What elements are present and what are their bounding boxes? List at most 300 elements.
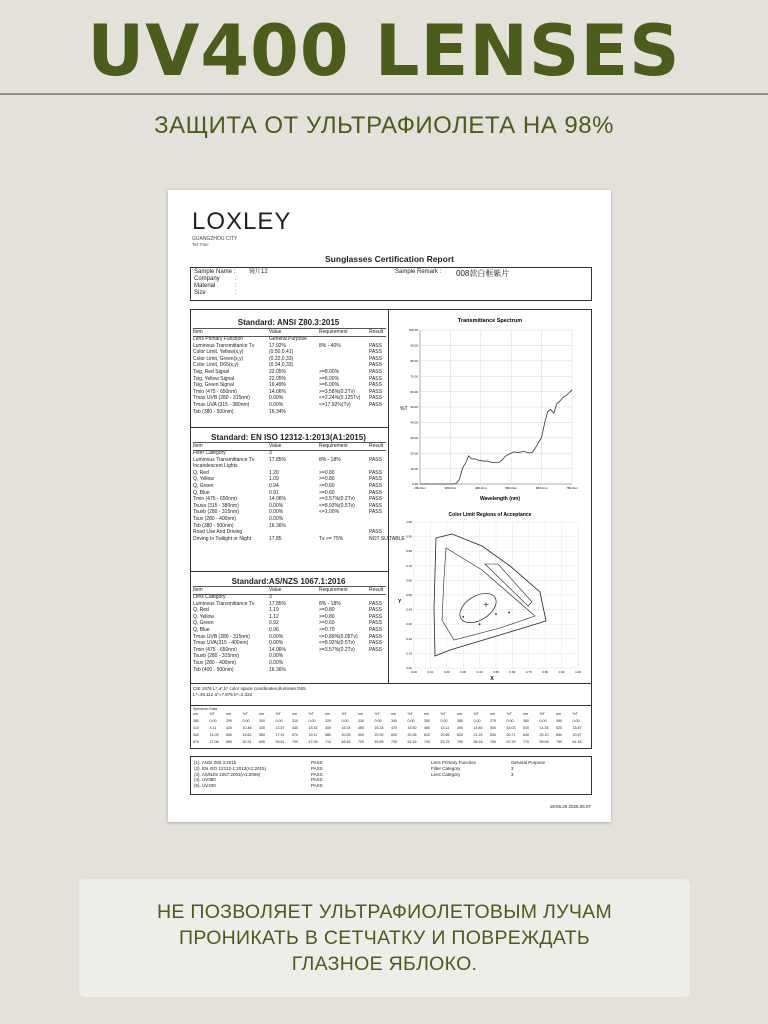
table-cell: 8% - 18% — [319, 456, 341, 463]
spectrum-cell: 0.00 — [308, 719, 316, 723]
spectrum-cell: 500 — [490, 726, 496, 730]
iso-title: Standard: EN ISO 12312-1:2013(A1:2015) — [211, 433, 366, 442]
spectrum-cell: 56.18 — [473, 740, 483, 744]
spectrum-cell: 750 — [457, 740, 463, 744]
title-divider — [0, 93, 768, 95]
summary-cell: Lens Category — [431, 771, 461, 777]
y-tick-label: 0.50 — [406, 593, 412, 597]
table-cell: >=0.60 — [319, 489, 335, 496]
table-cell: Tmax UVB (280 - 315nm) — [193, 633, 250, 640]
y-tick-label: 90.00 — [410, 343, 418, 348]
spectrum-cell: 45.89 — [374, 740, 384, 744]
chromaticity-chart-title: Color Limit Regions of Acceptance — [448, 512, 532, 518]
spectrum-cell: 610 — [424, 733, 430, 737]
table-cell: Luminous Transmittance Tv — [193, 600, 255, 607]
table-row — [193, 640, 386, 647]
y-tick-label: 20.00 — [410, 451, 418, 456]
summary-cell: PASS — [311, 771, 323, 777]
spectrum-cell: %T — [242, 712, 248, 716]
table-cell: <=1.00% — [319, 509, 340, 516]
spectrum-cell: 420 — [226, 726, 232, 730]
table-cell: Tmin (475 - 650nm) — [193, 496, 237, 503]
spectrum-cell: 0.00 — [440, 719, 448, 723]
spectrum-cell: 740 — [424, 740, 430, 744]
table-row — [193, 356, 386, 363]
table-cell: Q, Blue — [193, 627, 210, 633]
table-row — [193, 620, 386, 627]
table-row — [193, 496, 386, 503]
spectrum-cell: 30.31 — [242, 740, 252, 744]
table-cell: 0.00% — [269, 395, 284, 402]
spectrum-cell: 0.00 — [572, 719, 580, 723]
x-tick-label: 0.10 — [427, 670, 434, 674]
sample-info-box: Sample Name : 镜片12 Company : Material : Size : Sample Remark : 008款白框紫片 — [190, 267, 592, 301]
table-row — [193, 362, 386, 369]
spectrum-cell: 770 — [523, 740, 529, 744]
table-row — [193, 535, 405, 543]
spectrum-cell: 470 — [391, 726, 397, 730]
spectrum-cell: 290 — [226, 719, 232, 723]
table-cell: 1.20 — [269, 469, 279, 476]
table-cell: 0.91 — [269, 489, 279, 496]
table-cell: Tsig, Yellow Signal — [193, 375, 235, 382]
spectrum-cell: 680 — [226, 740, 232, 744]
spectrum-cell: 0.00 — [209, 719, 217, 723]
spectrum-cell: nm — [358, 712, 363, 716]
x-tick-label: 0.20 — [443, 670, 450, 674]
table-cell: PASS — [369, 529, 382, 536]
spectrum-cell: 310 — [292, 719, 298, 723]
table-cell: Tmin (475 - 650nm) — [193, 388, 237, 395]
summary-cell: PASS — [311, 765, 323, 771]
spectrum-cell: 20.57 — [572, 733, 582, 737]
spectrum-cell: %T — [407, 712, 413, 716]
table-cell: PASS — [369, 369, 382, 375]
spectrum-cell: 570 — [292, 733, 298, 737]
sample-name-value: 镜片12 — [249, 269, 268, 275]
spectrum-cell: 670 — [193, 740, 199, 744]
table-cell: NOT SUITABLE — [369, 535, 405, 542]
transmittance-series-line — [420, 390, 572, 484]
table-cell: 3 — [269, 594, 272, 600]
spectrum-cell: 59.08 — [539, 740, 549, 744]
spectrum-cell: 710 — [325, 740, 331, 744]
table-cell: (0.50,0.41) — [269, 349, 294, 356]
table-cell: Tsuv (280 - 400nm) — [193, 516, 237, 522]
table-cell: PASS — [369, 640, 382, 647]
spectrum-cell: nm — [490, 712, 495, 716]
table-cell: >=3.57%(0.2Tv) — [319, 646, 355, 653]
table-cell: PASS — [369, 620, 382, 627]
spectrum-cell: 18.33 — [308, 726, 318, 730]
table-cell: Q, Red — [193, 469, 209, 476]
asnzs-header: Item Value Requirement Result — [193, 586, 386, 595]
ansi-header: Item Value Requirement Result — [193, 328, 386, 337]
table-row — [193, 349, 386, 356]
spectrum-cell: 690 — [259, 740, 265, 744]
spectrum-cell: 48.45 — [341, 740, 351, 744]
table-cell: <=8.92%(0.5Tv) — [319, 640, 355, 647]
table-row — [193, 601, 386, 608]
y-tick-label: 0.70 — [406, 563, 412, 568]
spectrum-cell: 520 — [556, 726, 562, 730]
table-cell: Q, Yellow — [193, 476, 214, 483]
table-cell: Tsig, Red Signal — [193, 369, 230, 375]
spectrum-cell: 0.00 — [539, 719, 547, 723]
spectrum-cell: 440 — [292, 726, 298, 730]
x-tick-label: 1.00 — [575, 670, 581, 674]
table-row — [193, 647, 386, 654]
y-tick-label: 10.00 — [410, 466, 418, 471]
table-cell: Lens Category — [193, 594, 226, 600]
table-cell: >=6.00% — [319, 375, 340, 382]
summary-cell: Filter Category — [431, 765, 461, 771]
table-cell: PASS — [369, 395, 382, 402]
x-tick-label: 0.40 — [476, 670, 483, 674]
spectrum-cell: 640 — [523, 733, 529, 737]
ansi-title: Standard: ANSI Z80.3:2015 — [237, 318, 340, 327]
table-row — [193, 607, 386, 614]
table-cell: Tmax UVA (315 - 380nm) — [193, 402, 250, 408]
table-cell: Road Use And Driving — [193, 529, 243, 536]
table-row — [193, 382, 386, 389]
table-cell: PASS — [369, 496, 382, 503]
material-label: Material — [194, 283, 216, 289]
brand-city: GUANGZHOU CITY — [192, 236, 238, 242]
transmittance-chart-ylabel: %T — [400, 406, 408, 412]
table-row — [193, 509, 386, 516]
transmittance-chart-xlabel: Wavelength (nm) — [479, 496, 521, 502]
table-row — [193, 634, 386, 641]
daylight-ellipse — [455, 587, 502, 629]
table-cell: Q, Red — [193, 607, 209, 614]
summary-cell: PASS — [311, 760, 323, 765]
spectrum-cell: 17.91 — [275, 733, 285, 737]
summary-cell: PASS — [311, 777, 323, 783]
spectrum-cell: 490 — [457, 726, 463, 730]
spectrum-cell: %T — [473, 712, 479, 716]
spectrum-cell: 370 — [490, 719, 496, 723]
table-row — [193, 463, 386, 470]
table-cell: PASS — [369, 646, 382, 653]
asnzs-section — [191, 572, 389, 683]
spectrum-cell: 52.16 — [407, 740, 417, 744]
table-cell: Tsuvb (280 - 315nm) — [193, 509, 239, 516]
spectrum-data-label: Spectrum Data — [193, 707, 217, 711]
chromaticity-point — [462, 616, 464, 618]
spectrum-cell: 10.46 — [242, 726, 252, 730]
page-title: UV400 LENSES — [87, 10, 681, 92]
table-cell: >=0.60 — [319, 483, 335, 489]
y-tick-label: 0.60 — [406, 578, 412, 583]
summary-cell: (2). EN ISO 12312-1:2013(A1:2015) — [194, 765, 267, 771]
y-tick-label: 0.90 — [406, 534, 412, 539]
spectrum-cell: 0.00 — [407, 719, 415, 723]
table-cell: 8% - 40% — [319, 342, 341, 349]
sample-remark-label: Sample Remark : — [395, 269, 442, 275]
table-cell: PASS — [369, 349, 382, 356]
table-row — [193, 402, 386, 409]
brand-telfax: Tel: Fax: — [192, 242, 210, 247]
table-cell: 0.00% — [269, 653, 284, 660]
table-cell: PASS — [369, 489, 382, 496]
table-cell: 0.94 — [269, 483, 279, 489]
banner-line-3: ГЛАЗНОЕ ЯБЛОКО. — [291, 953, 478, 975]
table-cell: PASS — [369, 627, 382, 633]
table-cell: 14.06% — [269, 646, 286, 653]
table-row — [193, 523, 386, 530]
x-tick-label: 0.00 — [411, 670, 417, 674]
table-cell: >=0.80 — [319, 469, 335, 476]
table-cell: PASS — [369, 476, 382, 483]
table-row — [193, 667, 386, 674]
x-tick-label: 0.60 — [509, 670, 516, 674]
table-cell: Q, Green — [193, 483, 214, 489]
table-cell: PASS — [369, 607, 382, 614]
brand-logo: LOXLEY — [192, 208, 292, 235]
spectrum-cell: 280 — [193, 719, 199, 723]
table-cell: General Purpose — [269, 336, 307, 342]
cie-line-2: L*=49.112 a*=7.875 b*=2.322 — [193, 692, 253, 697]
spectrum-cell: %T — [539, 712, 545, 716]
spectrum-cell: nm — [391, 712, 396, 716]
table-cell: Tsuva (315 - 380nm) — [193, 502, 239, 509]
x-tick-label: 480.0nm — [474, 486, 487, 490]
table-cell: <=8.93%(0.5Tv) — [319, 502, 355, 509]
table-cell: Tsb (380 - 500nm) — [193, 408, 234, 415]
spectrum-cell: nm — [292, 712, 297, 716]
x-tick-label: 780.0nm — [566, 486, 578, 490]
spectrum-cell: %T — [440, 712, 446, 716]
spectrum-cell: nm — [325, 712, 330, 716]
spectrum-cell: 3.11 — [209, 726, 217, 730]
table-cell: 16.36% — [269, 666, 286, 673]
table-row — [193, 389, 386, 396]
spectrum-cell: 20.05 — [341, 733, 351, 737]
table-cell: (0.22,0.33) — [269, 355, 294, 362]
y-tick-label: 1.00 — [406, 520, 412, 524]
report-title: Sunglasses Certification Report — [325, 254, 454, 264]
spectrum-cell: 760 — [490, 740, 496, 744]
table-cell: Luminous Transmittance Tv — [193, 456, 255, 463]
table-cell: 16.36% — [269, 522, 286, 529]
table-cell: Tsuvb (280 - 315nm) — [193, 653, 239, 660]
spectrum-cell: 13.87 — [572, 726, 582, 730]
table-row — [193, 594, 386, 601]
y-tick-label: 60.00 — [410, 389, 418, 394]
spectrum-cell: 510 — [523, 726, 529, 730]
table-cell: PASS — [369, 483, 382, 489]
y-tick-label: 40.00 — [410, 420, 418, 425]
spectrum-cell: 460 — [358, 726, 364, 730]
table-cell: Luminous Transmittance Tv — [193, 342, 255, 349]
spectrum-cell: 390 — [556, 719, 562, 723]
table-cell: 0.00% — [269, 502, 284, 509]
table-row — [193, 516, 386, 523]
table-cell: PASS — [369, 613, 382, 620]
chromaticity-point — [495, 613, 497, 615]
banner-text — [79, 899, 690, 977]
table-cell: 17.85% — [269, 456, 286, 463]
spectrum-cell: 720 — [358, 740, 364, 744]
table-cell: 3 — [269, 450, 272, 456]
table-row — [193, 395, 386, 402]
y-tick-label: 0.10 — [406, 651, 412, 656]
table-cell: Tmax UVB (280 - 315nm) — [193, 395, 250, 402]
spectrum-cell: 0.00 — [473, 719, 481, 723]
table-cell: 22.05% — [269, 369, 286, 375]
spectrum-cell: 410 — [193, 726, 199, 730]
x-tick-label: 280.0nm — [414, 486, 426, 490]
table-cell: PASS — [369, 382, 382, 389]
spectrum-cell: 20.38 — [407, 733, 417, 737]
spectrum-cell: 57.39 — [506, 740, 516, 744]
table-cell: 0.00% — [269, 509, 284, 516]
summary-cell: (5). UV400 — [194, 783, 216, 789]
spectrum-cell: 0.00 — [506, 719, 514, 723]
table-cell: PASS — [369, 388, 382, 395]
transmittance-chart — [390, 312, 590, 507]
spectrum-cell: nm — [424, 712, 429, 716]
table-row — [193, 376, 386, 383]
spectrum-cell: 16.34 — [374, 726, 384, 730]
table-cell: >=6.00% — [319, 382, 340, 389]
spectrum-cell: 550 — [226, 733, 232, 737]
table-cell: Color Limit, Green(x,y) — [193, 355, 244, 362]
table-cell: 0.00% — [269, 640, 284, 647]
table-cell: 17.85% — [269, 600, 286, 607]
spectrum-cell: 20.10 — [539, 733, 549, 737]
table-cell: 16.49% — [269, 382, 286, 389]
table-cell: Tsb (380 - 500nm) — [193, 522, 234, 529]
table-cell: Color Limit, D65(x,y) — [193, 362, 239, 369]
sample-remark-value: 008款白框紫片 — [456, 269, 510, 278]
table-cell: PASS — [369, 402, 382, 408]
table-cell: >=0.80 — [319, 613, 335, 620]
spectrum-cell: %T — [308, 712, 314, 716]
table-cell: 0.00% — [269, 516, 284, 522]
x-tick-label: 0.90 — [558, 670, 565, 674]
x-tick-label: 380.0nm — [444, 486, 457, 490]
table-cell: >=3.57%(0.2Tv) — [319, 496, 355, 503]
spectrum-cell: 15.11 — [440, 726, 450, 730]
spectrum-cell: 0.00 — [242, 719, 250, 723]
table-cell: Q, Blue — [193, 489, 210, 496]
spectrum-cell: 14.05 — [209, 733, 219, 737]
spectrum-cell: 330 — [358, 719, 364, 723]
spectrum-data-table — [193, 712, 589, 748]
table-cell: 0.96 — [269, 627, 279, 633]
table-row — [193, 614, 386, 621]
table-cell: <=2.24%(0.125Tv) — [319, 395, 361, 402]
table-cell: Q, Yellow — [193, 613, 214, 620]
iso-section — [191, 428, 405, 572]
acceptance-region-outer — [442, 548, 535, 640]
sample-name-label: Sample Name : — [194, 269, 236, 275]
table-row — [193, 476, 386, 483]
chromaticity-point — [479, 623, 481, 625]
table-cell: PASS — [369, 502, 382, 509]
table-row — [193, 457, 386, 464]
spectrum-cell: %T — [374, 712, 380, 716]
spectrum-cell: 20.66 — [440, 733, 450, 737]
spectrum-cell: 620 — [457, 733, 463, 737]
y-tick-label: 0.30 — [406, 622, 412, 627]
y-tick-label: 0.40 — [406, 607, 412, 612]
chromaticity-chart-ylabel: Y — [398, 599, 402, 605]
table-cell: 1.09 — [269, 476, 279, 483]
table-cell: 0.00% — [269, 402, 284, 408]
spectrum-cell: %T — [209, 712, 215, 716]
spectrum-cell: 20.71 — [506, 733, 516, 737]
spectrum-cell: 730 — [391, 740, 397, 744]
table-row — [193, 503, 386, 510]
table-cell: 22.05% — [269, 375, 286, 382]
spectrum-cell: 380 — [523, 719, 529, 723]
yellow-region — [485, 564, 532, 606]
y-tick-label: 0.00 — [406, 666, 412, 670]
table-row — [193, 490, 386, 497]
spectrum-cell: 14.80 — [473, 726, 483, 730]
table-row — [193, 343, 386, 350]
spectrum-cell: nm — [556, 712, 561, 716]
spectrum-cell: 15.62 — [242, 733, 252, 737]
table-cell: (0.34,0.33) — [269, 362, 294, 369]
table-cell: Tv >= 75% — [319, 535, 344, 542]
spectrum-cell: 350 — [424, 719, 430, 723]
transmittance-chart-title: Transmittance Spectrum — [457, 318, 523, 324]
table-cell: <=17.92%(Tv) — [319, 402, 351, 408]
spectrum-cell: 19.11 — [308, 733, 318, 737]
asnzs-title: Standard:AS/NZS 1067.1:2016 — [231, 577, 346, 586]
spectrum-cell: nm — [226, 712, 231, 716]
table-cell: PASS — [369, 362, 382, 369]
summary-cell: 3 — [511, 771, 514, 777]
spectrum-cell: 27.08 — [209, 740, 219, 744]
spectrum-cell: 15.03 — [506, 726, 516, 730]
summary-cell: (1). ANSI Z80.3:2015 — [194, 760, 237, 765]
info-banner — [79, 879, 690, 997]
size-label: Size — [194, 290, 206, 296]
spectrum-cell: 430 — [259, 726, 265, 730]
spectrum-cell: 580 — [325, 733, 331, 737]
spectrum-cell: 590 — [358, 733, 364, 737]
report-timestamp: 18:06:26 2025.05.07 — [549, 804, 591, 809]
summary-cell: PASS — [311, 783, 323, 789]
ansi-section — [191, 310, 389, 428]
summary-cell: (4). UV380 — [194, 777, 216, 783]
x-tick-label: 0.70 — [525, 670, 532, 674]
spectrum-cell: 0.00 — [341, 719, 349, 723]
spectrum-cell: 360 — [457, 719, 463, 723]
table-cell: Tmin (475 - 650nm) — [193, 646, 237, 653]
chromaticity-point — [508, 612, 510, 614]
table-row — [193, 369, 386, 376]
spectrum-cell: nm — [259, 712, 264, 716]
spectrum-cell: 16.24 — [341, 726, 351, 730]
y-tick-label: 70.00 — [410, 374, 418, 379]
table-cell: PASS — [369, 509, 382, 516]
table-cell: 17.92% — [269, 342, 286, 349]
summary-box — [190, 756, 592, 795]
table-cell: Driving In Twilight or Night — [193, 535, 251, 542]
table-row — [193, 409, 386, 416]
spectrum-cell: nm — [457, 712, 462, 716]
chromaticity-chart-xlabel: X — [490, 676, 494, 682]
spectrum-cell: %T — [341, 712, 347, 716]
spectrum-cell: 650 — [556, 733, 562, 737]
table-cell: 1.12 — [269, 613, 279, 620]
